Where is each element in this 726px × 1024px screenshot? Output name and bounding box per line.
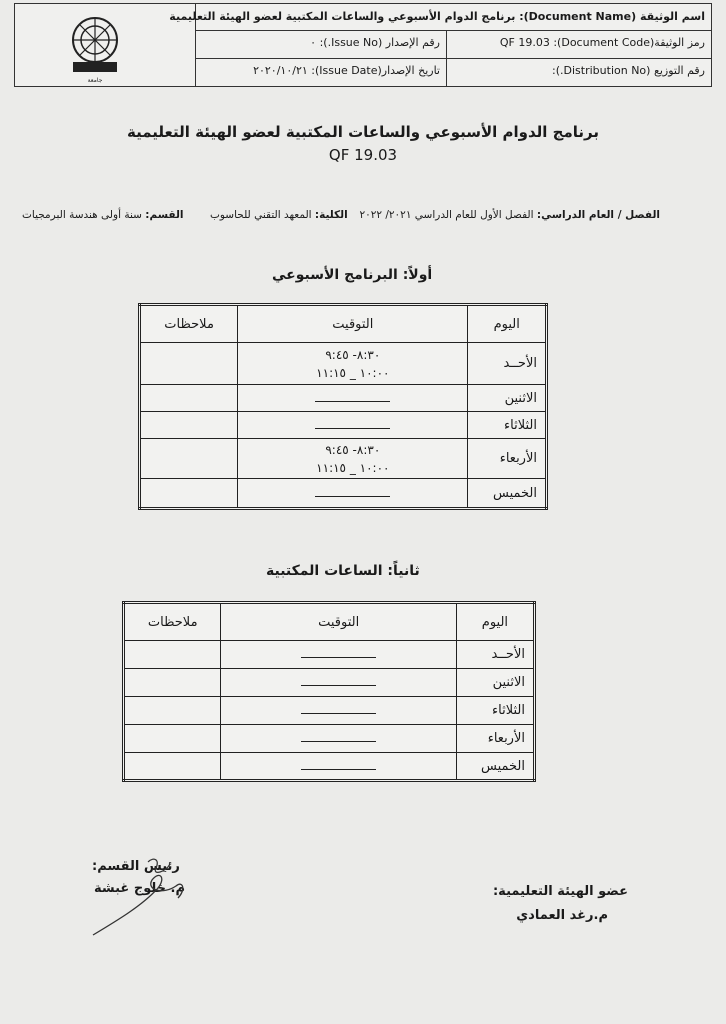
table-row xyxy=(140,479,547,509)
blank-line xyxy=(301,733,376,742)
semester-label: الفصل / العام الدراسي: xyxy=(536,209,660,221)
notes-cell xyxy=(140,412,238,439)
notes-cell xyxy=(124,725,221,753)
semester-value: الفصل الأول للعام الدراسي ٢٠٢١/ ٢٠٢٢ xyxy=(359,209,534,221)
col-time: التوقيت xyxy=(238,305,468,343)
issue-no: رقم الإصدار (Issue No.): ٠ xyxy=(310,36,440,49)
document-title: برنامج الدوام الأسبوعي والساعات المكتبية لعضو الهيئة التعليمية xyxy=(127,123,599,141)
time-cell xyxy=(238,343,468,385)
table-row xyxy=(124,725,535,753)
time-slot: ٨:٣٠- ٩:٤٥ xyxy=(325,347,381,362)
header-divider xyxy=(446,30,447,58)
issue-date: تاريخ الإصدار(Issue Date): ٢٠٢٠/١٠/٢١ xyxy=(253,64,440,77)
college-label: الكلية: xyxy=(314,209,348,221)
time-cell xyxy=(238,439,468,479)
time-slot: ١٠:٠٠ _ ١١:١٥ xyxy=(316,460,390,475)
table-row xyxy=(140,385,547,412)
notes-cell xyxy=(140,479,238,509)
office-hours-heading: ثانياً: الساعات المكتبية xyxy=(266,563,420,579)
time-cell xyxy=(221,669,456,697)
blank-line xyxy=(315,420,390,429)
department-value: سنة أولى هندسة البرمجيات xyxy=(22,209,142,221)
table-row xyxy=(124,641,535,669)
notes-cell xyxy=(124,641,221,669)
blank-line xyxy=(315,488,390,497)
member-name: م.رغد العمادي xyxy=(516,908,608,923)
head-name: م. خلوج غبشة xyxy=(94,881,186,896)
header-divider xyxy=(446,58,447,86)
table-row xyxy=(140,412,547,439)
time-cell xyxy=(221,753,456,781)
time-cell xyxy=(221,697,456,725)
day-cell: الاثنين xyxy=(456,669,534,697)
table-row xyxy=(124,753,535,781)
day-cell: الأربعاء xyxy=(456,725,534,753)
day-cell: الثلاثاء xyxy=(468,412,547,439)
handwritten-signature-icon xyxy=(88,850,198,940)
table-row xyxy=(124,669,535,697)
blank-line xyxy=(301,677,376,686)
doc-code: رمز الوثيقة(Document Code): QF 19.03 xyxy=(499,36,705,49)
time-cell xyxy=(238,479,468,509)
col-time: التوقيت xyxy=(221,603,456,641)
table-row xyxy=(140,343,547,385)
notes-cell xyxy=(124,697,221,725)
time-cell xyxy=(221,725,456,753)
day-cell: الأربعاء xyxy=(468,439,547,479)
header-row-distribution xyxy=(196,58,711,86)
table-row xyxy=(124,697,535,725)
table-row xyxy=(140,439,547,479)
header-row-doc-name xyxy=(169,4,711,31)
time-cell xyxy=(221,641,456,669)
department-info xyxy=(22,209,184,221)
department-label: القسم: xyxy=(145,209,184,221)
time-cell xyxy=(238,385,468,412)
col-notes: ملاحظات xyxy=(140,305,238,343)
day-cell: الأحــد xyxy=(456,641,534,669)
office-hours-table xyxy=(122,601,536,782)
time-slot: ١٠:٠٠ _ ١١:١٥ xyxy=(316,365,390,380)
col-day: اليوم xyxy=(456,603,534,641)
blank-line xyxy=(301,705,376,714)
day-cell: الثلاثاء xyxy=(456,697,534,725)
notes-cell xyxy=(140,343,238,385)
head-label: رئيس القسم: xyxy=(92,859,180,874)
header-row-code xyxy=(196,30,711,59)
document-header xyxy=(14,3,712,87)
member-label: عضو الهيئة التعليمية: xyxy=(492,884,628,899)
day-cell: الاثنين xyxy=(468,385,547,412)
weekly-schedule-heading: أولاً: البرنامج الأسبوعي xyxy=(272,267,433,283)
col-notes: ملاحظات xyxy=(124,603,221,641)
notes-cell xyxy=(124,669,221,697)
day-cell: الأحــد xyxy=(468,343,547,385)
time-cell xyxy=(238,412,468,439)
doc-name: اسم الوثيقة (Document Name): برنامج الدوام الأسبوعي والساعات المكتبية لعضو الهيئة التعليمية xyxy=(169,10,705,23)
semester-info xyxy=(359,209,660,221)
blank-line xyxy=(301,649,376,658)
document-code-title: QF 19.03 xyxy=(328,146,398,164)
table-header-row xyxy=(124,603,535,641)
notes-cell xyxy=(124,753,221,781)
blank-line xyxy=(301,761,376,770)
notes-cell xyxy=(140,385,238,412)
day-cell: الخميس xyxy=(468,479,547,509)
notes-cell xyxy=(140,439,238,479)
distribution-no: رقم التوزيع (Distribution No.): xyxy=(552,64,705,77)
time-slot: ٨:٣٠- ٩:٤٥ xyxy=(325,442,381,457)
college-value: المعهد التقني للحاسوب xyxy=(210,209,312,221)
day-cell: الخميس xyxy=(456,753,534,781)
logo-text: جامعة xyxy=(87,77,103,84)
college-info xyxy=(210,209,348,221)
weekly-schedule-table xyxy=(138,303,548,510)
table-header-row xyxy=(140,305,547,343)
blank-line xyxy=(315,393,390,402)
col-day: اليوم xyxy=(468,305,547,343)
